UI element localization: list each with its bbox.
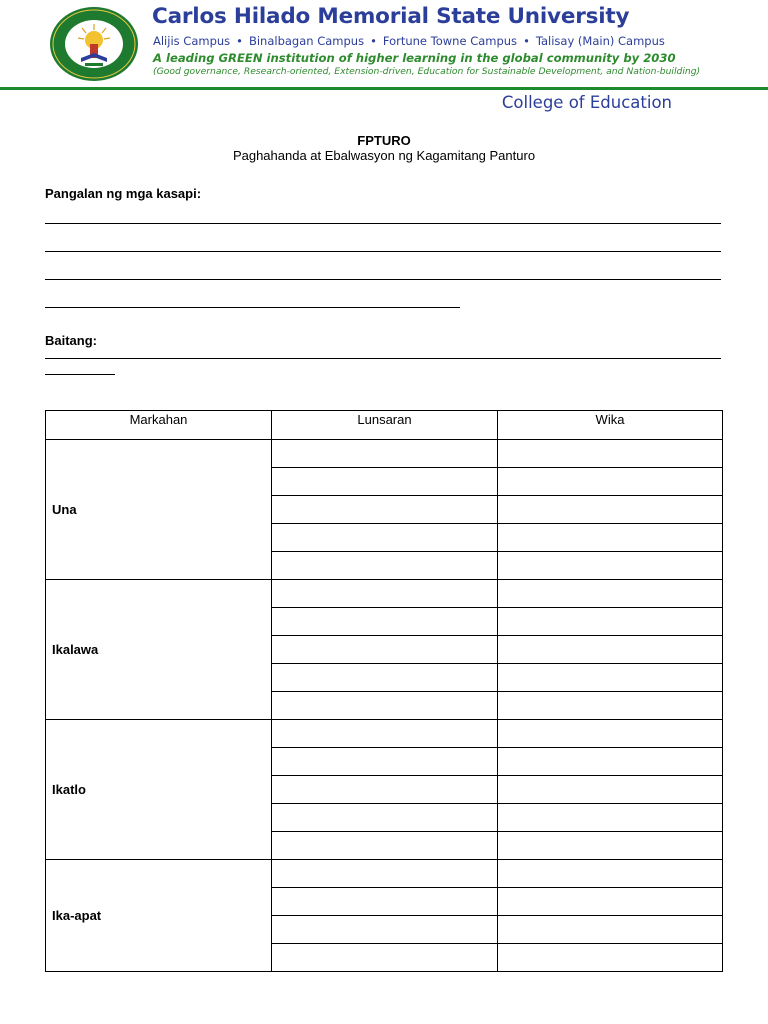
quarter-label: Ikatlo bbox=[46, 720, 272, 860]
campus-list bbox=[153, 34, 665, 48]
member-name-line[interactable] bbox=[45, 223, 721, 224]
lunsaran-cell[interactable] bbox=[272, 496, 498, 524]
lunsaran-cell[interactable] bbox=[272, 664, 498, 692]
lunsaran-cell[interactable] bbox=[272, 552, 498, 580]
member-name-line[interactable] bbox=[45, 307, 460, 308]
table-header-row bbox=[46, 411, 723, 440]
lunsaran-cell[interactable] bbox=[272, 468, 498, 496]
lunsaran-cell[interactable] bbox=[272, 776, 498, 804]
quarter-label: Una bbox=[46, 440, 272, 580]
lunsaran-cell[interactable] bbox=[272, 524, 498, 552]
wika-cell[interactable] bbox=[498, 776, 723, 804]
header-divider bbox=[0, 87, 768, 90]
wika-cell[interactable] bbox=[498, 720, 723, 748]
member-name-line[interactable] bbox=[45, 251, 721, 252]
evaluation-table bbox=[45, 410, 723, 972]
wika-cell[interactable] bbox=[498, 804, 723, 832]
university-name: Carlos Hilado Memorial State University bbox=[152, 4, 630, 29]
separator-dot: • bbox=[523, 34, 530, 48]
quarter-label: Ika-apat bbox=[46, 860, 272, 972]
vision-pillars: (Good governance, Research-oriented, Extension-driven, Education for Sustainable Development, and Nation-building) bbox=[153, 66, 701, 77]
member-name-line[interactable] bbox=[45, 279, 721, 280]
campus-name: Alijis Campus bbox=[153, 34, 231, 48]
grade-label: Baitang: bbox=[45, 333, 97, 348]
wika-cell[interactable] bbox=[498, 468, 723, 496]
lunsaran-cell[interactable] bbox=[272, 608, 498, 636]
lunsaran-cell[interactable] bbox=[272, 832, 498, 860]
separator-dot: • bbox=[236, 34, 243, 48]
wika-cell[interactable] bbox=[498, 608, 723, 636]
lunsaran-cell[interactable] bbox=[272, 888, 498, 916]
campus-name: Fortune Towne Campus bbox=[382, 34, 518, 48]
table-body bbox=[46, 440, 723, 972]
wika-cell[interactable] bbox=[498, 496, 723, 524]
lunsaran-cell[interactable] bbox=[272, 580, 498, 608]
campus-name: Binalbagan Campus bbox=[248, 34, 365, 48]
university-seal-logo bbox=[48, 6, 140, 82]
lunsaran-cell[interactable] bbox=[272, 860, 498, 888]
grade-line[interactable] bbox=[45, 374, 115, 375]
form-title: Paghahanda at Ebalwasyon ng Kagamitang Panturo bbox=[232, 148, 536, 163]
wika-cell[interactable] bbox=[498, 580, 723, 608]
lunsaran-cell[interactable] bbox=[272, 944, 498, 972]
wika-cell[interactable] bbox=[498, 636, 723, 664]
table-row bbox=[46, 440, 723, 468]
form-code: FPTURO bbox=[357, 133, 411, 148]
college-name: College of Education bbox=[501, 93, 672, 112]
column-header-markahan: Markahan bbox=[46, 411, 272, 440]
wika-cell[interactable] bbox=[498, 440, 723, 468]
lunsaran-cell[interactable] bbox=[272, 748, 498, 776]
lunsaran-cell[interactable] bbox=[272, 804, 498, 832]
wika-cell[interactable] bbox=[498, 748, 723, 776]
column-header-lunsaran: Lunsaran bbox=[272, 411, 498, 440]
lunsaran-cell[interactable] bbox=[272, 720, 498, 748]
wika-cell[interactable] bbox=[498, 944, 723, 972]
lunsaran-cell[interactable] bbox=[272, 692, 498, 720]
vision-statement: A leading GREEN institution of higher learning in the global community by 2030 bbox=[153, 51, 676, 65]
lunsaran-cell[interactable] bbox=[272, 636, 498, 664]
table-row bbox=[46, 580, 723, 608]
table-row bbox=[46, 860, 723, 888]
quarter-label: Ikalawa bbox=[46, 580, 272, 720]
campus-name: Talisay (Main) Campus bbox=[535, 34, 665, 48]
members-label: Pangalan ng mga kasapi: bbox=[45, 186, 202, 201]
wika-cell[interactable] bbox=[498, 524, 723, 552]
lunsaran-cell[interactable] bbox=[272, 916, 498, 944]
wika-cell[interactable] bbox=[498, 832, 723, 860]
wika-cell[interactable] bbox=[498, 860, 723, 888]
wika-cell[interactable] bbox=[498, 664, 723, 692]
separator-dot: • bbox=[370, 34, 377, 48]
wika-cell[interactable] bbox=[498, 552, 723, 580]
wika-cell[interactable] bbox=[498, 916, 723, 944]
grade-line[interactable] bbox=[45, 358, 721, 359]
wika-cell[interactable] bbox=[498, 692, 723, 720]
column-header-wika: Wika bbox=[498, 411, 723, 440]
wika-cell[interactable] bbox=[498, 888, 723, 916]
table-row bbox=[46, 720, 723, 748]
lunsaran-cell[interactable] bbox=[272, 440, 498, 468]
